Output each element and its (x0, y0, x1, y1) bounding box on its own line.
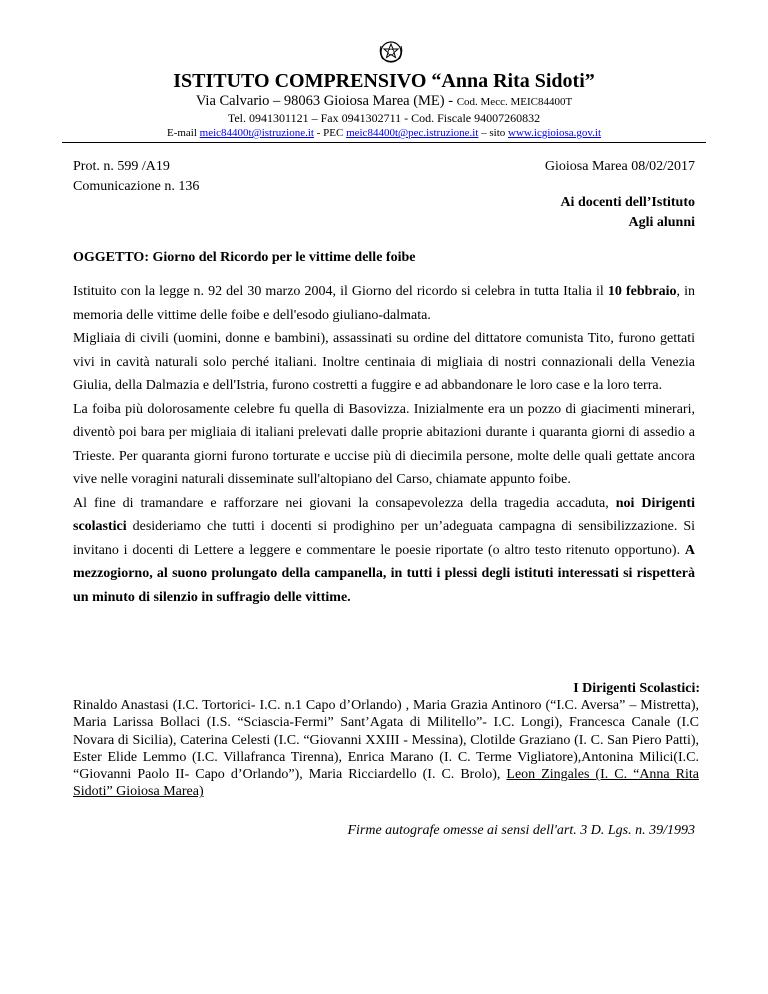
school-address (0, 93, 768, 111)
school-name: ISTITUTO COMPRENSIVO “Anna Rita Sidoti” (173, 70, 595, 92)
mechanographic-code: Cod. Mecc. MEIC84400T (456, 96, 573, 108)
letterhead (0, 69, 768, 140)
school-phone-fax: Tel. 0941301121 – Fax 0941302711 - Cod. Fiscale 94007260832 (227, 111, 541, 125)
p4-text-mid: desideriamo che tutti i docenti si prodighino per un’adeguata campagna di sensibilizzazione. Si invitano i docenti di Lettere a leggere e commentare le poesie riportate (o altro testo ritenuto opportuno). (73, 519, 695, 558)
communication-number: Comunicazione n. 136 (73, 179, 200, 194)
signers-names: Rinaldo Anastasi (I.C. Tortorici- I.C. n.1 Capo d’Orlando) , Maria Grazia Antinoro (“I.C. Aversa” – Mistretta), Maria Larissa Bollaci (I.S. “Sciascia-Fermi” Sant’Agata di Militello”- I.C. Longi), Francesca Canale (I.C Novara di Sicilia), Caterina Celesti (I.C. “Giovanni XXIII - Messina), Clotilde Graziano (I. C. San Piero Patti), Ester Elide Lemmo (I.C. Villafranca Tirenna), Enrica Marano (I. C. Terme Vigliatore),Antonina Milici(I.C. “Giovanni Paolo II- Capo d’Orlando”), Maria Ricciardello (I. C. Brolo), (73, 698, 699, 783)
signers-list (73, 697, 699, 801)
signer-local: Leon Zingales (I. C. “Anna Rita Sidoti” Gioiosa Marea) (73, 767, 699, 800)
p4-text: Al fine di tramandare e rafforzare nei giovani la consapevolezza della tragedia accaduta, (73, 495, 616, 511)
signature-footnote: Firme autografe omesse ai sensi dell'art. 3 D. Lgs. n. 39/1993 (347, 823, 695, 838)
recipients (560, 193, 695, 233)
email-label: E-mail (166, 127, 200, 139)
pec-link[interactable]: meic84400t@pec.istruzione.it (346, 127, 479, 139)
email-link[interactable]: meic84400t@istruzione.it (199, 127, 314, 139)
p4-bold-silence: A mezzogiorno, al suono prolungato della campanella, in tutti i plessi degli istituti interessati si rispetterà un minuto di silenzio in suffragio delle vittime. (73, 542, 695, 605)
recipient-teachers: Ai docenti dell’Istituto (560, 195, 695, 210)
paragraph-2: Migliaia di civili (uomini, donne e bambini), assassinati su ordine del dittatore comunista Tito, furono gettati vivi in cavità naturali solo perché italiani. Inoltre centinaia di migliaia di nostri connazionali della Venezia Giulia, della Dalmazia e dell'Istria, furono costretti a fuggire e ad abbandonare le loro case e la loro terra. (73, 331, 695, 393)
place-date: Gioiosa Marea 08/02/2017 (544, 159, 695, 174)
recipient-students: Agli alunni (628, 215, 695, 230)
header-divider (62, 142, 706, 143)
letter-body (73, 280, 695, 609)
address-main: Via Calvario – 98063 Gioiosa Marea (ME) - (195, 93, 457, 109)
subject-line: OGGETTO: Giorno del Ricordo per le vittime delle foibe (73, 250, 416, 265)
school-contacts (0, 126, 768, 140)
paragraph-4 (73, 492, 695, 610)
protocol-block (73, 157, 199, 197)
p4-bold-dirigenti: noi Dirigenti scolastici (73, 495, 695, 534)
signers-title: I Dirigenti Scolastici: (573, 681, 700, 696)
paragraph-3: La foiba più dolorosamente celebre fu quella di Basovizza. Inizialmente era un pozzo di giacimenti minerari, diventò poi bara per migliaia di italiani prelevati dalle proprie abitazioni durante i quaranta giorni di assedio a Trieste. Per quaranta giorni furono torturate e uccise più di diecimila persone, molte delle quali gettate ancora vive nelle voragini naturali disseminate sull'altopiano del Carso, chiamate appunto foibe. (73, 401, 695, 487)
republic-emblem-icon (378, 38, 404, 66)
p1-text: Istituito con la legge n. 92 del 30 marzo 2004, il Giorno del ricordo si celebra in tutta Italia il (73, 284, 608, 299)
pec-label: - PEC (313, 127, 347, 139)
p1-text-end: , in memoria delle vittime delle foibe e dell'esodo giuliano-dalmata. (73, 284, 695, 323)
p1-date-bold: 10 febbraio (607, 284, 677, 299)
protocol-number: Prot. n. 599 /A19 (73, 159, 170, 174)
site-label: – sito (478, 127, 509, 139)
paragraph-1 (73, 280, 695, 327)
website-link[interactable]: www.icgioiosa.gov.it (508, 127, 602, 139)
